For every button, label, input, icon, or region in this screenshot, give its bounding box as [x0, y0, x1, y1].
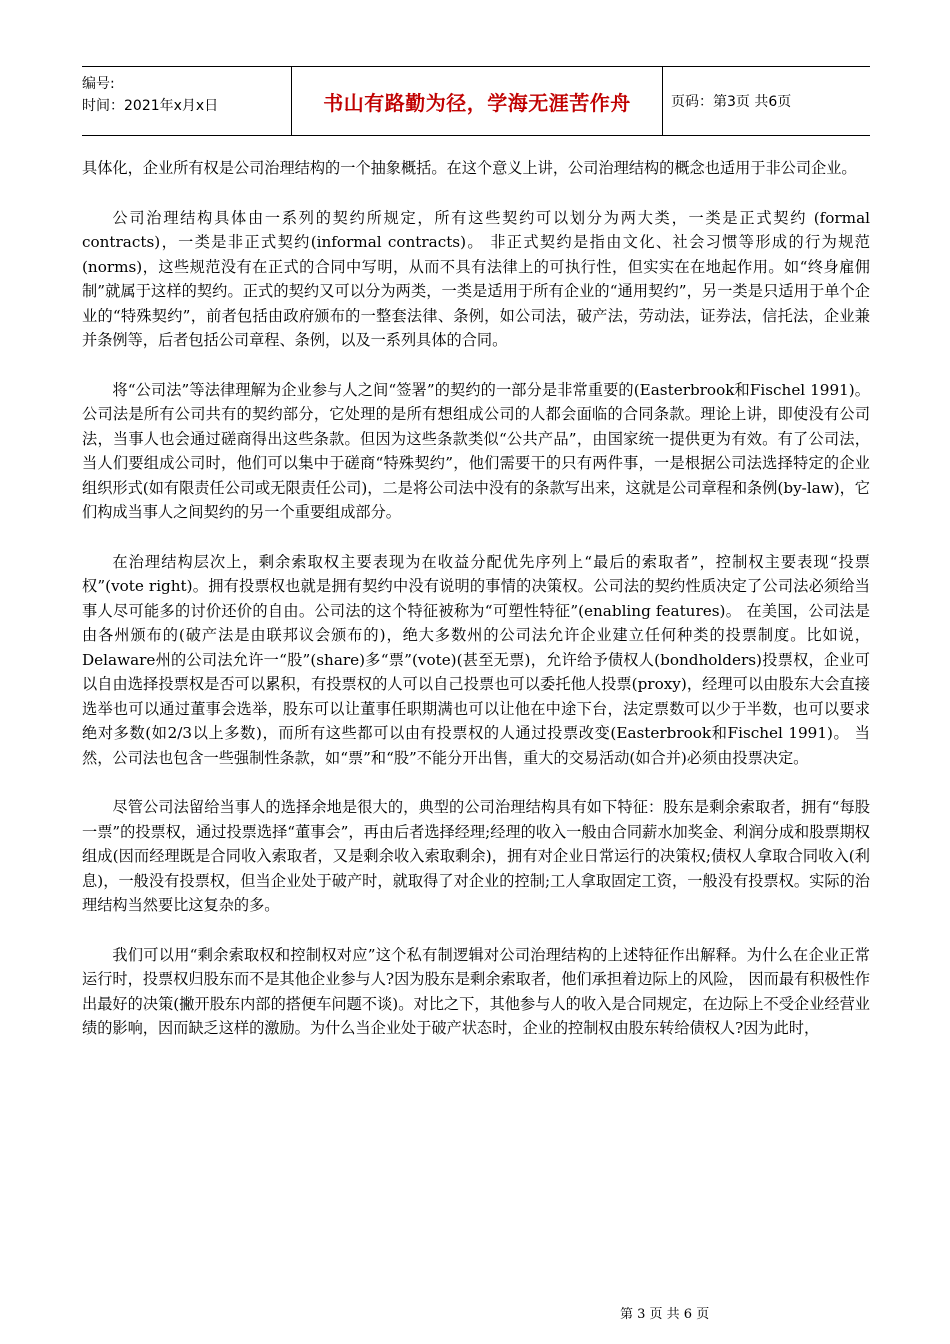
document-time-label: 时间：2021年x月x日: [82, 98, 219, 114]
document-body: [82, 156, 870, 1066]
paragraph: 我们可以用“剩余索取权和控制权对应”这个私有制逻辑对公司治理结构的上述特征作出解释。为什么在企业正常运行时，投票权归股东而不是其他企业参与人?因为股东是剩余索取者，他们承担着边际上的风险， 因而最有积极性作出最好的决策(撇开股东内部的搭便车问题不谈)。对比之下，其他参与人的收入是合同规定，在边际上不受企业经营业绩的影响，因而缺乏这样的激励。为什么当企业处于破产状态时，企业的控制权由股东转给债权人?因为此时，: [82, 945, 870, 1037]
paragraph: 公司治理结构具体由一系列的契约所规定，所有这些契约可以划分为两大类，一类是正式契约 (formal contracts)，一类是非正式契约(informal contracts)。 非正式契约是指由文化、社会习惯等形成的行为规范(norms)，这些规范没有在正式的合同中写明，从而不具有法律上的可执行性，但实实在在地起作用。如“终身雇佣制”就属于这样的契约。正式的契约又可以分为两类，一类是适用于所有企业的“通用契约”，另一类是只适用于单个企业的“特殊契约”，前者包括由政府颁布的一整套法律、条例，如公司法，破产法，劳动法，证券法，信托法，企业兼并条例等，后者包括公司章程、条例，以及一系列具体的合同。: [82, 208, 870, 349]
header-page-info: 页码：第3页 共6页: [671, 94, 792, 110]
header-meta: [82, 67, 292, 135]
paragraph-continued: 具体化，企业所有权是公司治理结构的一个抽象概括。在这个意义上讲，公司治理结构的概念也适用于非公司企业。: [82, 159, 857, 177]
page-footer: 第 3 页 共 6 页: [620, 1307, 710, 1322]
page-header: [82, 66, 870, 136]
document-number-label: 编号:: [82, 76, 115, 92]
header-motto: 书山有路勤为径，学海无涯苦作舟: [292, 67, 663, 135]
paragraph: 将“公司法”等法律理解为企业参与人之间“签署”的契约的一部分是非常重要的(Easterbrook和Fischel 1991)。 公司法是所有公司共有的契约部分，它处理的是所有想组成公司的人都会面临的合同条款。理论上讲，即使没有公司法，当事人也会通过磋商得出这些条款。但因为这些条款类似“公共产品”，由国家统一提供更为有效。有了公司法，当人们要组成公司时，他们可以集中于磋商“特殊契约”，他们需要干的只有两件事，一是根据公司法选择特定的企业组织形式(如有限责任公司或无限责任公司)，二是将公司法中没有的条款写出来，这就是公司章程和条例(by-law)，它们构成当事人之间契约的另一个重要组成部分。: [82, 380, 870, 521]
paragraph: 在治理结构层次上，剩余索取权主要表现为在收益分配优先序列上“最后的索取者”，控制权主要表现“投票权”(vote right)。拥有投票权也就是拥有契约中没有说明的事情的决策权。公司法的契约性质决定了公司法必须给当事人尽可能多的讨价还价的自由。公司法的这个特征被称为“可塑性特征”(enabling features)。 在美国，公司法是由各州颁布的(破产法是由联邦议会颁布的)，绝大多数州的公司法允许企业建立任何种类的投票制度。比如说，Delaware州的公司法允许一“股”(share)多“票”(vote)(甚至无票)，允许给予债权人(bondholders)投票权，企业可以自由选择投票权是否可以累积，有投票权的人可以自己投票也可以委托他人投票(proxy)，经理可以由股东大会直接选举也可以通过董事会选举，股东可以让董事任职期满也可以让他在中途下台，法定票数可以少于半数，也可以要求绝对多数(如2/3以上多数)，而所有这些都可以由有投票权的人通过投票改变(Easterbrook和Fischel 1991)。 当然，公司法也包含一些强制性条款，如“票”和“股”不能分开出售，重大的交易活动(如合并)必须由投票决定。: [82, 552, 870, 767]
paragraph: 尽管公司法留给当事人的选择余地是很大的，典型的公司治理结构具有如下特征：股东是剩余索取者，拥有“每股一票”的投票权，通过投票选择“董事会”，再由后者选择经理;经理的收入一般由合同薪水加奖金、利润分成和股票期权组成(因而经理既是合同收入索取者，又是剩余收入索取剩余)，拥有对企业日常运行的决策权;债权人拿取合同收入(利息)，一般没有投票权，但当企业处于破产时，就取得了对企业的控制;工人拿取固定工资，一般没有投票权。实际的治理结构当然要比这复杂的多。: [82, 798, 870, 914]
